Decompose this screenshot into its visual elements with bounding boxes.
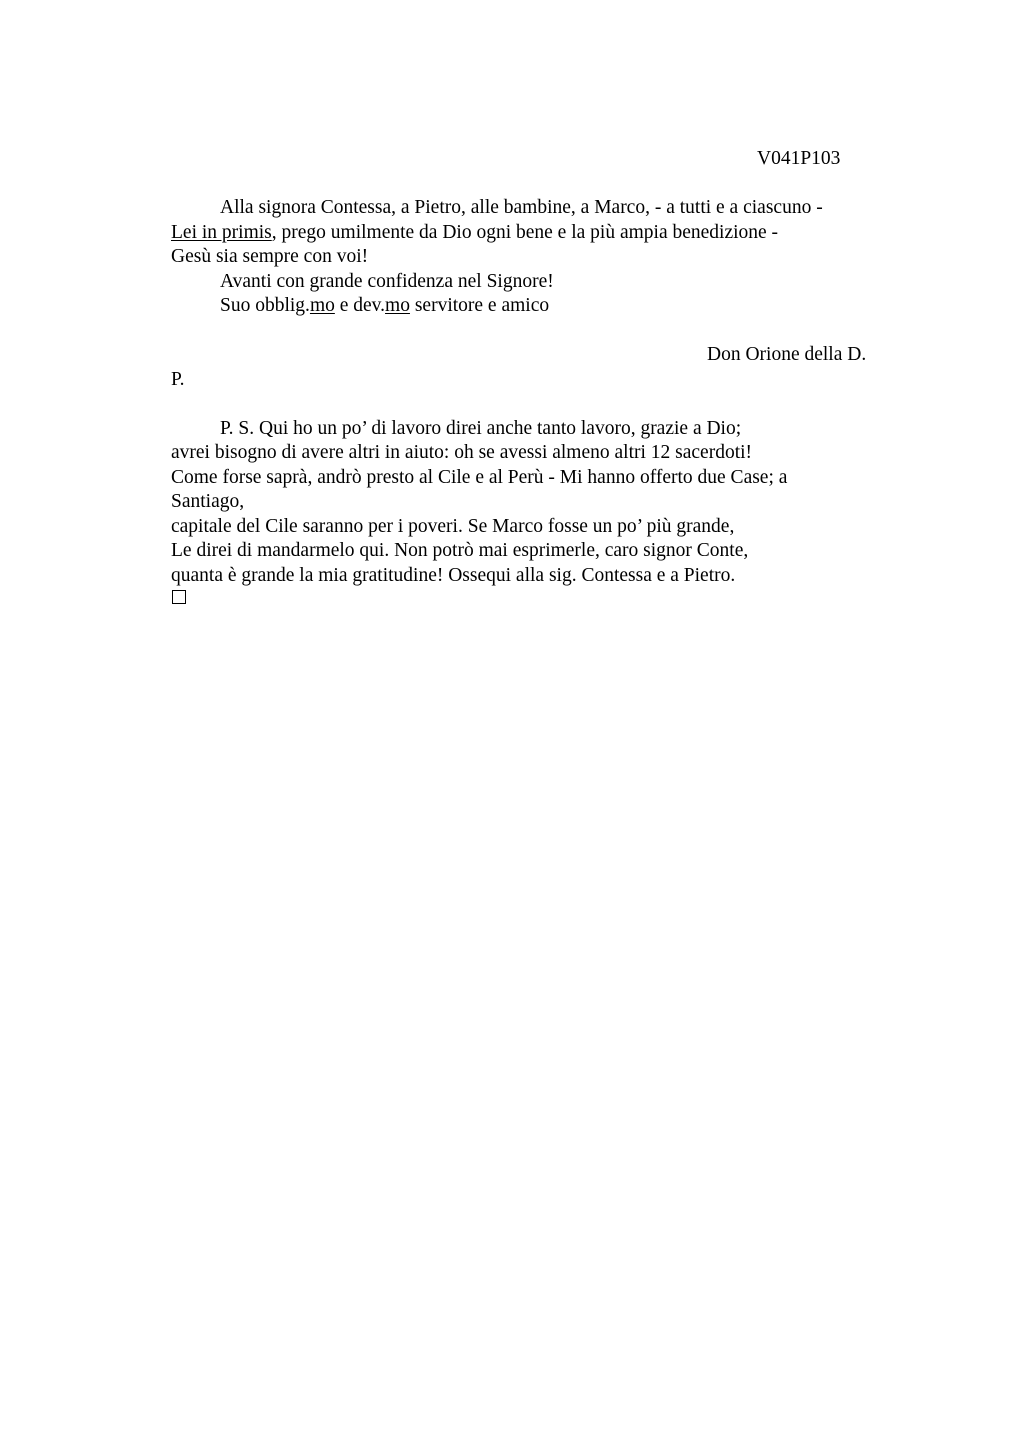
closing-superscript-mo-1: mo xyxy=(309,295,335,316)
greeting-line-2 xyxy=(171,221,778,245)
greeting-line-4: Avanti con grande confidenza nel Signore! xyxy=(220,271,554,292)
greeting-line-2-rest: , prego umilmente da Dio ogni bene e la più ampia benedizione - xyxy=(271,222,779,243)
closing-part-c: servitore e amico xyxy=(409,295,550,316)
greeting-line-3: Gesù sia sempre con voi! xyxy=(171,246,369,267)
underlined-phrase: Lei in primis xyxy=(171,222,272,243)
postscript-line-6: Le direi di mandarmelo qui. Non potrò mai esprimerle, caro signor Conte, xyxy=(171,540,749,561)
postscript-line-7: quanta è grande la mia gratitudine! Ossequi alla sig. Contessa e a Pietro. xyxy=(171,565,736,586)
reference-code: V041P103 xyxy=(757,148,841,169)
closing-superscript-mo-2: mo xyxy=(385,295,410,316)
greeting-line-1: Alla signora Contessa, a Pietro, alle bambine, a Marco, - a tutti e a ciascuno - xyxy=(220,197,823,218)
postscript-line-5: capitale del Cile saranno per i poveri. Se Marco fosse un po’ più grande, xyxy=(171,516,735,537)
postscript-line-2: avrei bisogno di avere altri in aiuto: oh se avessi almeno altri 12 sacerdoti! xyxy=(171,442,753,463)
postscript-line-3: Come forse saprà, andrò presto al Cile e al Perù - Mi hanno offerto due Case; a xyxy=(171,467,788,488)
postscript-line-4: Santiago, xyxy=(171,491,245,512)
closing-part-a: Suo obblig. xyxy=(220,295,310,316)
signature-line-2: P. xyxy=(171,369,185,390)
signature-line-1: Don Orione della D. xyxy=(707,344,867,365)
empty-box-glyph xyxy=(172,590,186,604)
closing-part-b: e dev. xyxy=(334,295,386,316)
closing-line xyxy=(220,294,549,318)
postscript-line-1: P. S. Qui ho un po’ di lavoro direi anche tanto lavoro, grazie a Dio; xyxy=(220,418,742,439)
